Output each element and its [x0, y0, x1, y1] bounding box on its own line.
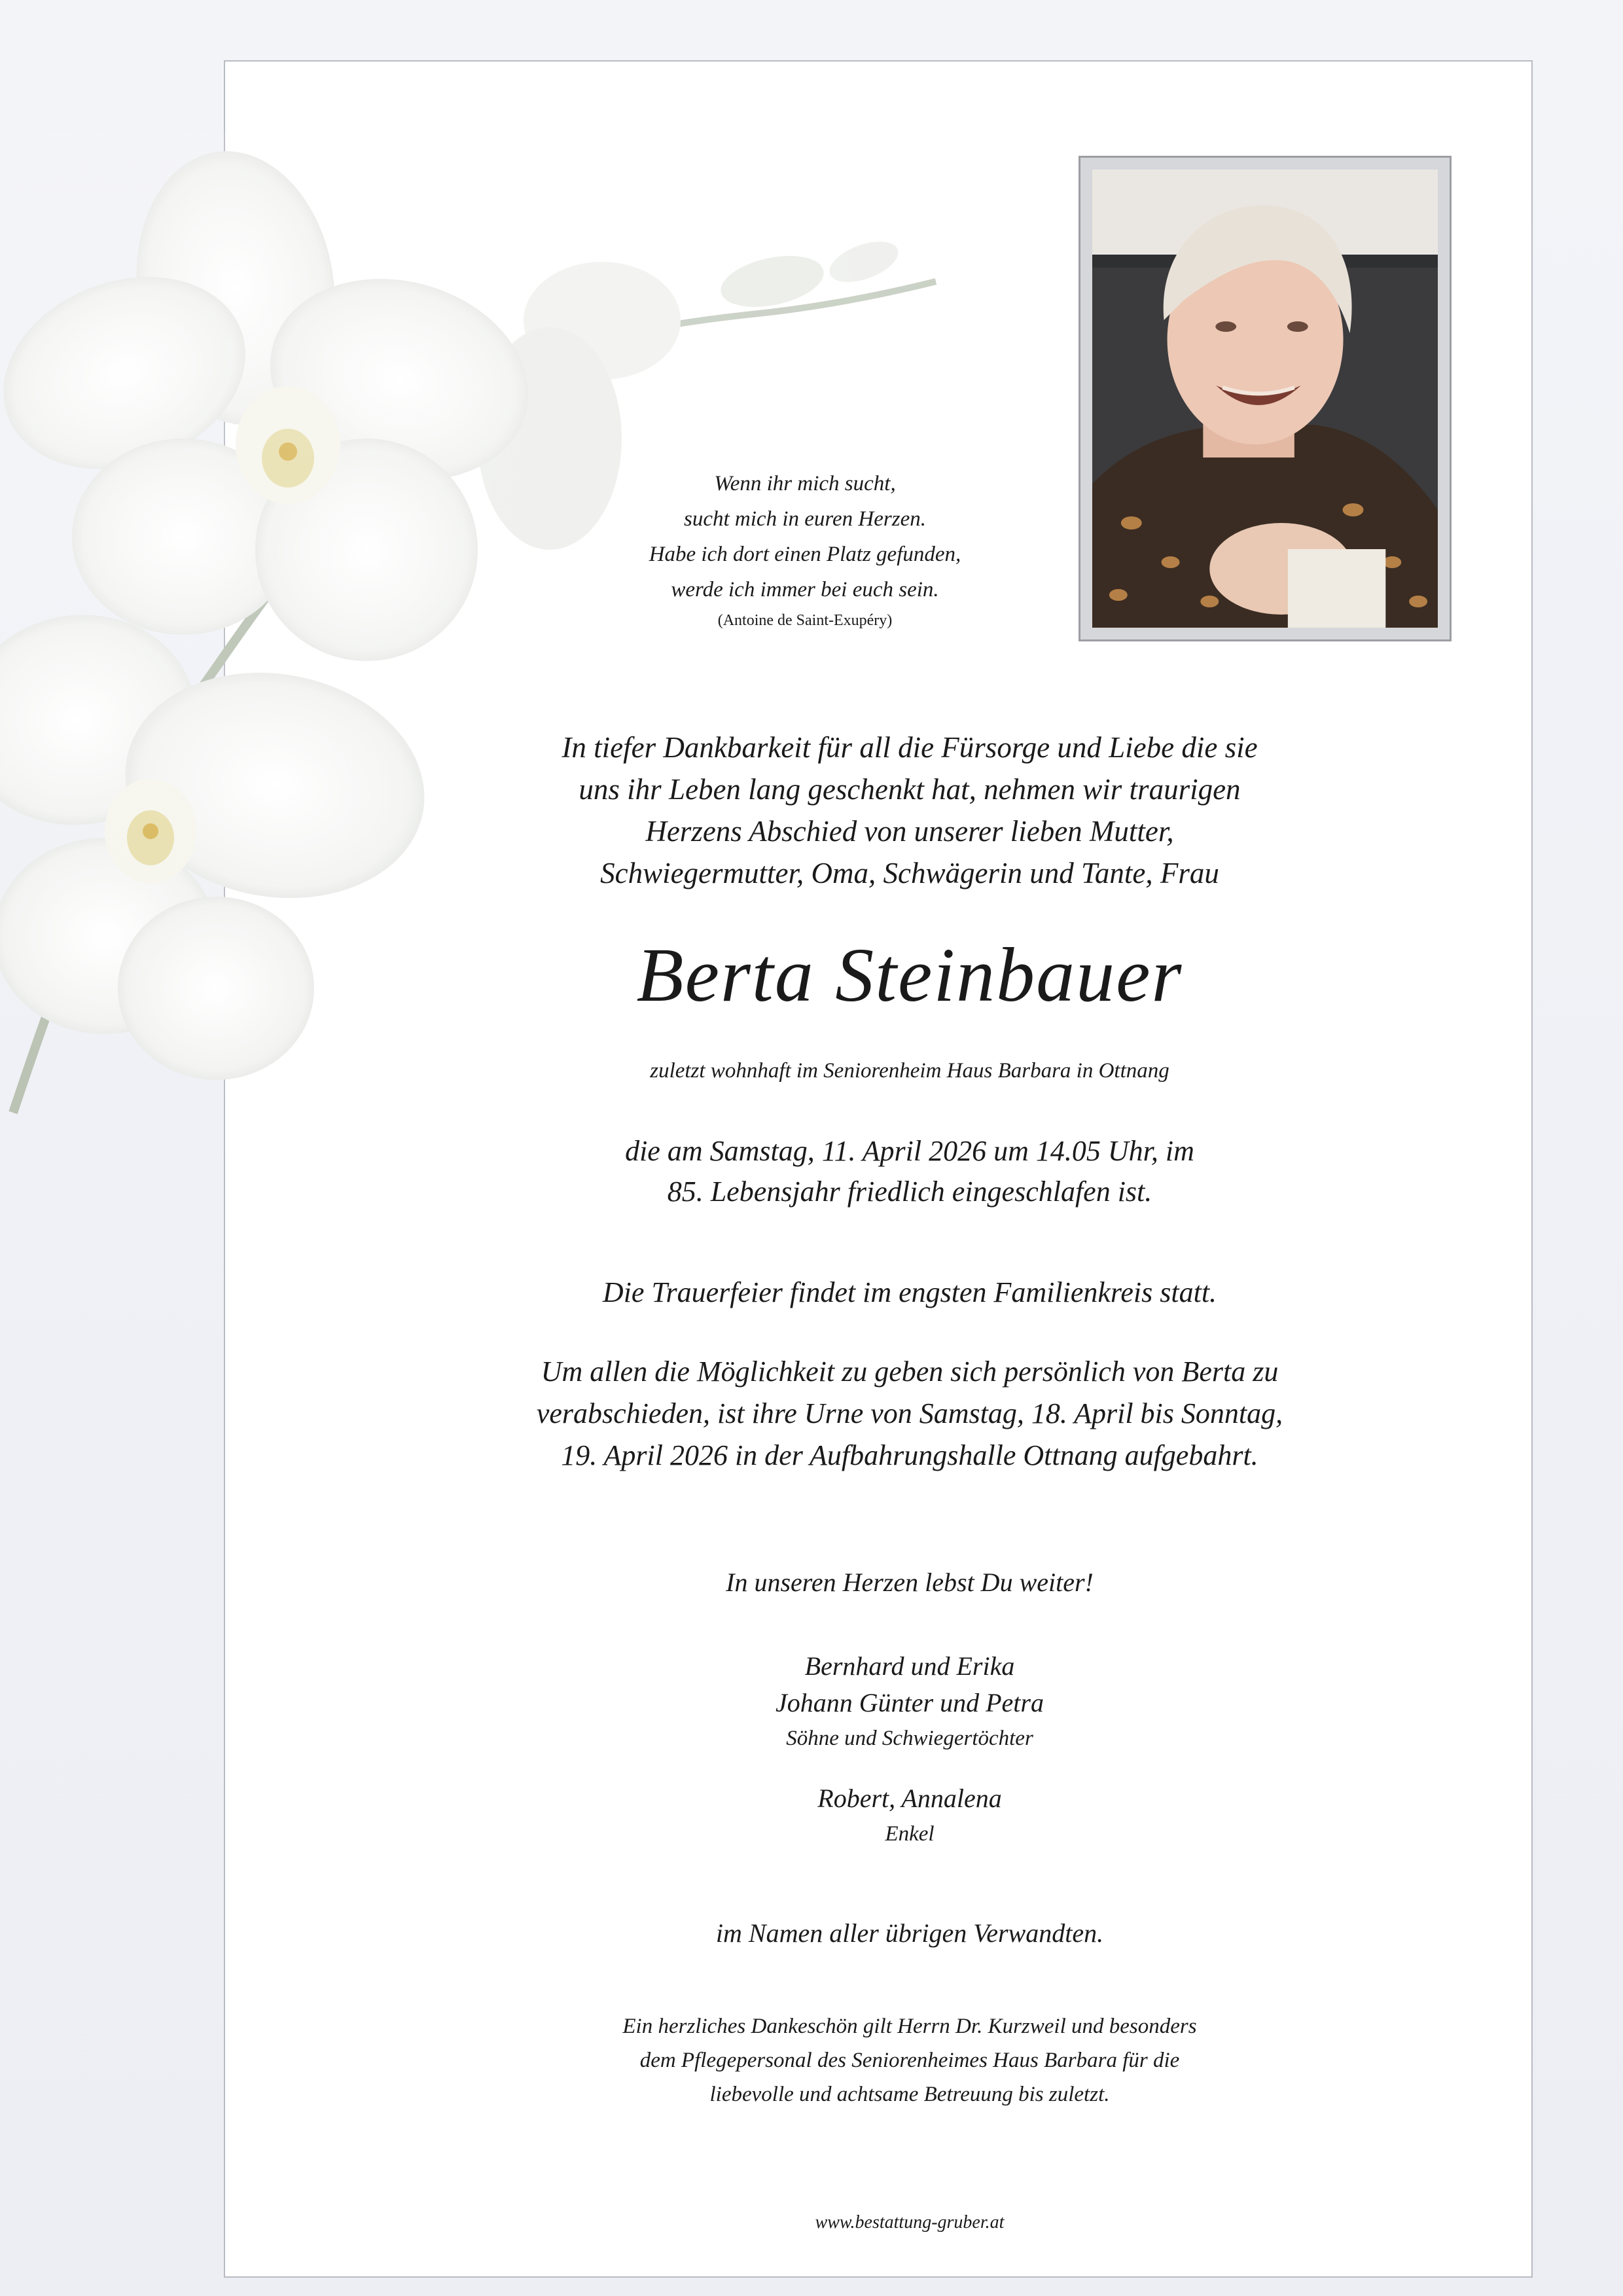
death-details	[366, 1131, 1453, 1212]
urn-line: 19. April 2026 in der Aufbahrungshalle Ottnang aufgebahrt.	[561, 1439, 1258, 1471]
urn-line: verabschieden, ist ihre Urne von Samstag, 18. April bis Sonntag,	[536, 1397, 1283, 1429]
family-member: Bernhard und Erika	[804, 1651, 1015, 1681]
quote-line: sucht mich in euren Herzen.	[684, 507, 926, 531]
family-list	[366, 1648, 1453, 1851]
urn-viewing-info	[366, 1351, 1453, 1477]
quote-attribution: (Antoine de Saint-Exupéry)	[717, 612, 893, 629]
family-relation-label: Enkel	[885, 1822, 935, 1846]
death-line: 85. Lebensjahr friedlich eingeschlafen ist.	[667, 1175, 1152, 1208]
relatives-note: im Namen aller übrigen Verwandten.	[715, 1918, 1104, 1948]
last-residence: zuletzt wohnhaft im Seniorenheim Haus Barbara in Ottnang	[650, 1059, 1169, 1083]
ceremony-note: Die Trauerfeier findet im engsten Familienkreis statt.	[602, 1276, 1217, 1308]
intro-line: Schwiegermutter, Oma, Schwägerin und Tante, Frau	[600, 857, 1219, 889]
family-relation-label: Söhne und Schwiegertöchter	[786, 1727, 1033, 1750]
quote-line: Wenn ihr mich sucht,	[714, 472, 896, 495]
quote-line: werde ich immer bei euch sein.	[671, 578, 939, 601]
website-link[interactable]: www.bestattung-gruber.at	[815, 2212, 1005, 2233]
family-member: Johann Günter und Petra	[776, 1688, 1044, 1717]
family-member: Robert, Annalena	[817, 1784, 1002, 1813]
intro-line: In tiefer Dankbarkeit für all die Fürsorge und Liebe die sie	[562, 731, 1258, 764]
deceased-name: Berta Steinbauer	[636, 932, 1183, 1018]
intro-line: uns ihr Leben lang geschenkt hat, nehmen wir traurigen	[579, 773, 1241, 806]
memorial-quote	[458, 466, 1152, 634]
motto: In unseren Herzen lebst Du weiter!	[726, 1568, 1094, 1597]
thanks-line: dem Pflegepersonal des Seniorenheimes Haus Barbara für die	[639, 2049, 1180, 2072]
thanks-note	[366, 2009, 1453, 2111]
quote-line: Habe ich dort einen Platz gefunden,	[649, 543, 961, 566]
intro-line: Herzens Abschied von unserer lieben Mutter,	[645, 815, 1174, 848]
thanks-line: Ein herzliches Dankeschön gilt Herrn Dr. Kurzweil und besonders	[622, 2015, 1197, 2038]
death-line: die am Samstag, 11. April 2026 um 14.05 Uhr, im	[625, 1135, 1194, 1167]
intro-text	[366, 726, 1453, 894]
urn-line: Um allen die Möglichkeit zu geben sich persönlich von Berta zu	[541, 1355, 1279, 1388]
thanks-line: liebevolle und achtsame Betreuung bis zuletzt.	[709, 2083, 1110, 2106]
